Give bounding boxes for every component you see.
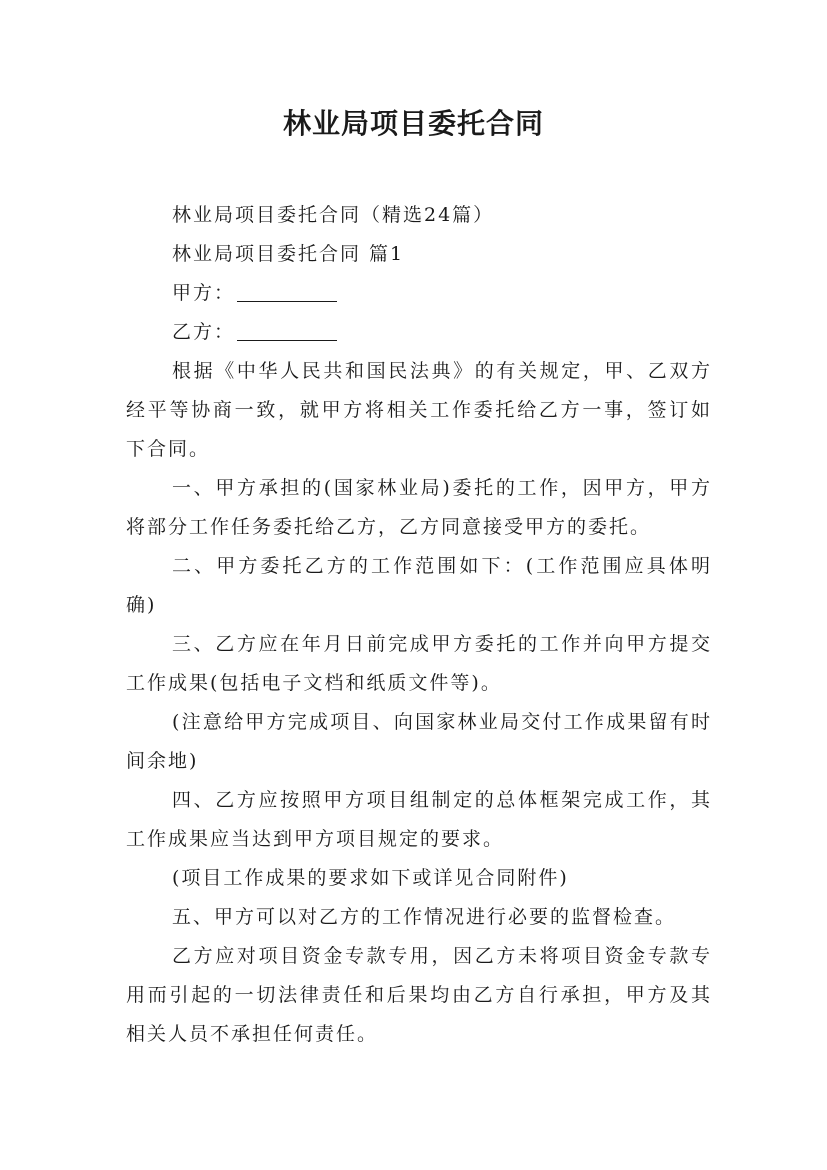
- paragraph-subtitle: 林业局项目委托合同（精选24篇）: [172, 204, 495, 226]
- paragraph-note-1: (注意给甲方完成项目、向国家林业局交付工作成果留有时间余地): [126, 711, 712, 772]
- paragraph-clause-4: 四、乙方应按照甲方项目组制定的总体框架完成工作，其工作成果应当达到甲方项目规定的要求。: [126, 789, 712, 850]
- paragraph-preamble: 根据《中华人民共和国民法典》的有关规定，甲、乙双方经平等协商一致，就甲方将相关工作委托给乙方一事，签订如下合同。: [126, 360, 712, 460]
- paragraph-clause-1: 一、甲方承担的(国家林业局)委托的工作，因甲方，甲方将部分工作任务委托给乙方，乙方同意接受甲方的委托。: [126, 477, 712, 538]
- paragraph-clause-5: 五、甲方可以对乙方的工作情况进行必要的监督检查。: [172, 906, 677, 928]
- document-body: [126, 196, 712, 1054]
- paragraph-funds: 乙方应对项目资金专款专用，因乙方未将项目资金专款专用而引起的一切法律责任和后果均由乙方自行承担，甲方及其相关人员不承担任何责任。: [126, 945, 712, 1045]
- party-a-label: 甲方：: [172, 282, 236, 304]
- paragraph-section-heading: 林业局项目委托合同 篇1: [172, 243, 405, 265]
- paragraph-clause-2: 二、甲方委托乙方的工作范围如下：(工作范围应具体明确): [126, 555, 712, 616]
- paragraph-clause-3: 三、乙方应在年月日前完成甲方委托的工作并向甲方提交工作成果(包括电子文档和纸质文件等)。: [126, 633, 712, 694]
- party-b-blank: [237, 339, 337, 341]
- party-a-line: [126, 274, 712, 313]
- party-b-line: [126, 313, 712, 352]
- document-title: 林业局项目委托合同: [282, 107, 544, 140]
- paragraph-note-2: (项目工作成果的要求如下或详见合同附件): [172, 867, 569, 889]
- party-b-label: 乙方：: [172, 321, 236, 343]
- party-a-blank: [237, 300, 337, 302]
